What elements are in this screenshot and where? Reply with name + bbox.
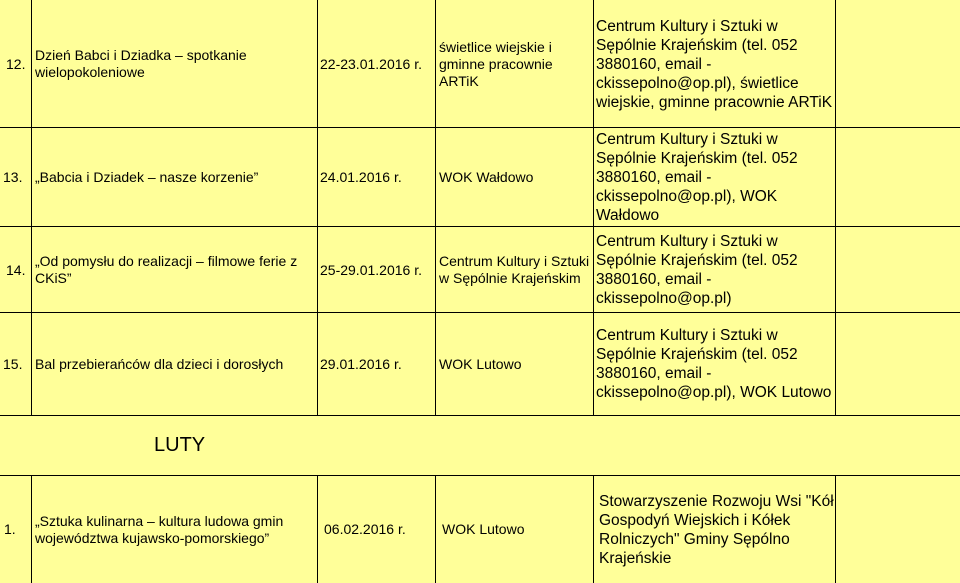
empty-cell: [836, 476, 960, 583]
empty-cell: [836, 128, 960, 227]
event-place: Centrum Kultury i Sztuki w Sępólnie Krajeńskim: [436, 227, 594, 313]
table-row: [0, 313, 960, 415]
row-number: 15.: [0, 313, 32, 415]
event-organizer: Centrum Kultury i Sztuki w Sępólnie Krajeńskim (tel. 052 3880160, email - ckissepolno@op.pl): [594, 227, 836, 313]
event-date: 24.01.2016 r.: [318, 128, 436, 227]
table-row: [0, 128, 960, 227]
event-title: „Sztuka kulinarna – kultura ludowa gmin województwa kujawsko-pomorskiego”: [32, 476, 318, 583]
event-place: WOK Lutowo: [436, 313, 594, 415]
table-row: [0, 0, 960, 128]
event-date: 22-23.01.2016 r.: [318, 0, 436, 128]
event-organizer: Centrum Kultury i Sztuki w Sępólnie Krajeńskim (tel. 052 3880160, email - ckissepolno@op.pl), WOK Wałdowo: [594, 128, 836, 227]
event-organizer: Centrum Kultury i Sztuki w Sępólnie Krajeńskim (tel. 052 3880160, email - ckissepolno@op.pl), WOK Lutowo: [594, 313, 836, 415]
event-title: Dzień Babci i Dziadka – spotkanie wielopokoleniowe: [32, 0, 318, 128]
row-number: 1.: [0, 476, 32, 583]
row-number: 13.: [0, 128, 32, 227]
month-title: LUTY: [154, 434, 206, 456]
row-number: 12.: [0, 0, 32, 128]
month-section-header: [0, 415, 960, 476]
event-organizer: Stowarzyszenie Rozwoju Wsi "Kół Gospodyń Wiejskich i Kółek Rolniczych" Gminy Sępólno Krajeńskie: [594, 476, 836, 583]
event-date: 06.02.2016 r.: [318, 476, 436, 583]
event-date: 25-29.01.2016 r.: [318, 227, 436, 313]
event-place: WOK Lutowo: [436, 476, 594, 583]
empty-cell: [836, 227, 960, 313]
table-row: [0, 476, 960, 583]
event-place: WOK Wałdowo: [436, 128, 594, 227]
empty-cell: [836, 313, 960, 415]
event-date: 29.01.2016 r.: [318, 313, 436, 415]
event-organizer: Centrum Kultury i Sztuki w Sępólnie Krajeńskim (tel. 052 3880160, email - ckissepolno@op.pl), świetlice wiejskie, gminne pracownie ARTiK: [594, 0, 836, 128]
event-title: „Babcia i Dziadek – nasze korzenie”: [32, 128, 318, 227]
empty-cell: [836, 0, 960, 128]
row-number: 14.: [0, 227, 32, 313]
event-place: świetlice wiejskie i gminne pracownie ARTiK: [436, 0, 594, 128]
event-title: Bal przebierańców dla dzieci i dorosłych: [32, 313, 318, 415]
table-row: [0, 227, 960, 313]
event-title: „Od pomysłu do realizacji – filmowe ferie z CKiS”: [32, 227, 318, 313]
